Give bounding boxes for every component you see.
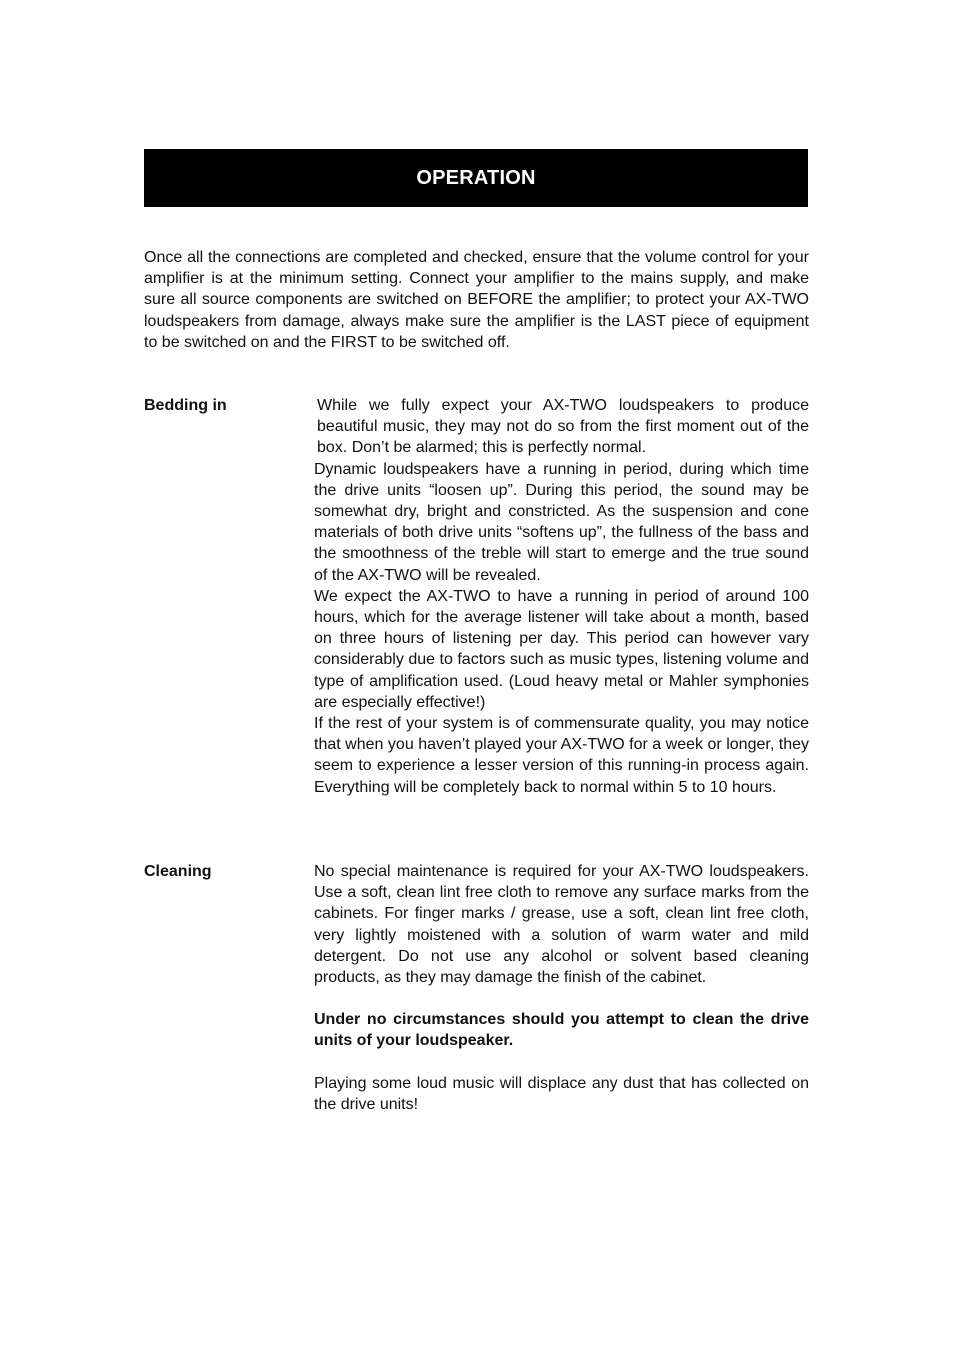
cleaning-section: [314, 861, 809, 1115]
cleaning-heading: Cleaning: [144, 863, 212, 880]
cleaning-warning: Under no circumstances should you attempt to clean the drive units of your loudspeaker.: [314, 1011, 809, 1050]
bedding-in-paragraph-2: Dynamic loudspeakers have a running in period, during which time the drive units “loosen up”. During this period, the sound may be somewhat dry, bright and constricted. As the suspension and cone materials of both drive units “softens up”, the fullness of the bass and the smoothness of the treble will start to emerge and the true sound of the AX-TWO will be revealed.: [314, 460, 809, 584]
bedding-in-paragraph-4: If the rest of your system is of commensurate quality, you may notice that when you haven’t played your AX-TWO for a week or longer, they seem to experience a lesser version of this running-in process again. Everything will be completely back to normal within 5 to 10 hours.: [314, 715, 809, 796]
bedding-in-paragraph-3: We expect the AX-TWO to have a running in period of around 100 hours, which for the average listener will take about a month, based on three hours of listening per day. This period can however vary considerably due to factors such as music types, listening volume and type of amplification used. (Loud heavy metal or Mahler symphonies are especially effective!): [314, 587, 809, 711]
bedding-in-section: [314, 395, 809, 798]
intro-paragraph: Once all the connections are completed and checked, ensure that the volume control for your amplifier is at the minimum setting. Connect your amplifier to the mains supply, and make sure all source components are switched on BEFORE the amplifier; to protect your AX-TWO loudspeakers from damage, always make sure the amplifier is the LAST piece of equipment to be switched on and the FIRST to be switched off.: [144, 249, 809, 351]
bedding-in-heading: Bedding in: [144, 397, 227, 414]
section-title-bar: [144, 149, 808, 207]
page-title: OPERATION: [416, 166, 536, 189]
cleaning-paragraph-3: Playing some loud music will displace any dust that has collected on the drive units!: [314, 1074, 809, 1113]
cleaning-paragraph-1: No special maintenance is required for your AX-TWO loudspeakers. Use a soft, clean lint free cloth to remove any surface marks from the cabinets. For finger marks / grease, use a soft, clean lint free cloth, very lightly moistened with a solution of warm water and mild detergent. Do not use any alcohol or solvent based cleaning products, as they may damage the finish of the cabinet.: [314, 863, 809, 987]
bedding-in-paragraph-1: While we fully expect your AX-TWO loudspeakers to produce beautiful music, they may not do so from the first moment out of the box. Don’t be alarmed; this is perfectly normal.: [317, 397, 809, 457]
